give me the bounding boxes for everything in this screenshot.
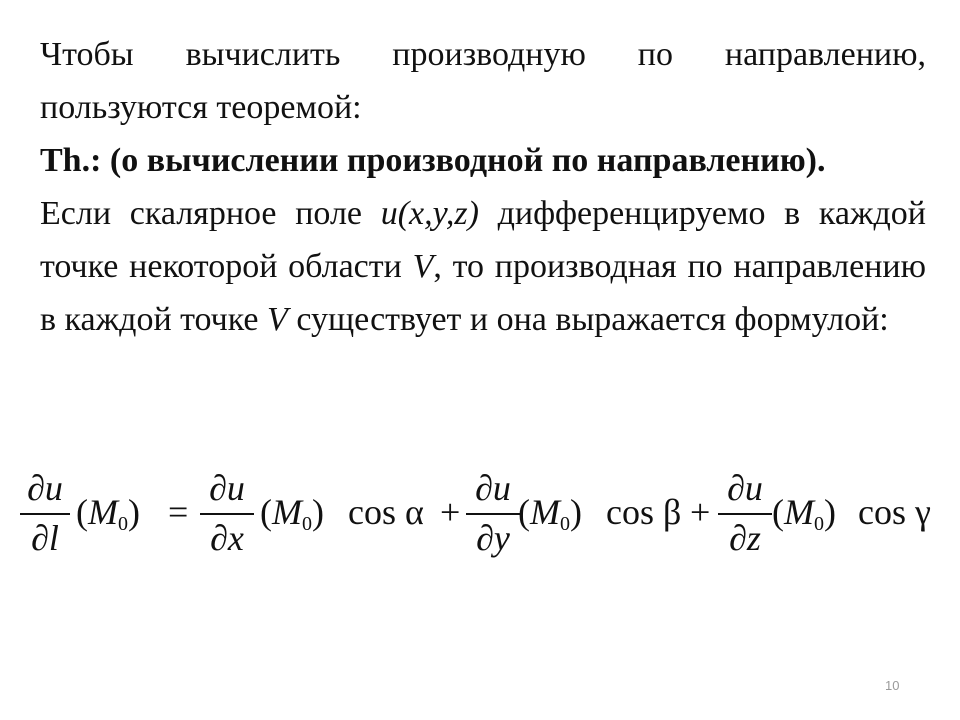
point-subscript: 0: [814, 513, 824, 535]
region-symbol-2: V: [267, 301, 288, 338]
statement-part-1: Если скалярное поле: [40, 195, 381, 232]
dz-fraction: [718, 467, 772, 561]
dx-denominator: ∂x: [210, 518, 244, 558]
dx-numerator: ∂u: [209, 468, 245, 508]
dx-fraction: [200, 467, 254, 561]
page-number: 10: [885, 678, 900, 693]
intro-text: Чтобы вычислить производную по направлению, пользуются теоремой:: [40, 36, 926, 126]
fraction-bar: [20, 513, 70, 515]
point-symbol: M: [88, 492, 118, 532]
point-symbol: M: [272, 492, 302, 532]
field-symbol: u: [380, 195, 398, 232]
dy-argument: $(M_0)$: [518, 492, 582, 535]
point-subscript: 0: [118, 513, 128, 535]
point-subscript: 0: [302, 513, 312, 535]
directional-derivative-formula: [20, 455, 940, 585]
region-symbol: V: [412, 248, 434, 285]
cos-alpha: cos α: [348, 492, 424, 532]
fraction-bar: [466, 513, 520, 515]
theorem-heading: [40, 134, 926, 187]
point-symbol: M: [530, 492, 560, 532]
theorem-statement: [40, 187, 926, 346]
lhs-fraction: [20, 467, 70, 561]
point-symbol: M: [784, 492, 814, 532]
dy-numerator: ∂u: [475, 468, 511, 508]
dx-argument: $(M_0)$: [260, 492, 324, 535]
plus-sign-2: +: [690, 492, 711, 532]
cos-beta: cos β: [606, 492, 682, 532]
dz-argument: $(M_0)$: [772, 492, 836, 535]
slide-text: [40, 28, 926, 346]
field-arguments: (x,y,z): [397, 195, 479, 232]
lhs-numerator: ∂u: [27, 468, 63, 508]
dz-numerator: ∂u: [727, 468, 763, 508]
point-subscript: 0: [560, 513, 570, 535]
lhs-argument: $(M_0)$: [76, 492, 140, 535]
fraction-bar: [718, 513, 772, 515]
statement-part-4: существует и она выражается формулой:: [287, 301, 889, 338]
cos-gamma: cos γ: [858, 492, 931, 532]
dy-fraction: [466, 467, 520, 561]
dy-denominator: ∂y: [476, 518, 510, 558]
fraction-bar: [200, 513, 254, 515]
statement-part-2: дифференцируемо в каждой точке некоторой области: [40, 195, 926, 285]
intro-paragraph: [40, 28, 926, 134]
plus-sign-1: +: [440, 492, 461, 532]
equals-sign: =: [168, 492, 189, 532]
statement-part-3: , то производная по направлению в каждой точке: [40, 248, 926, 338]
lhs-denominator: ∂l: [31, 518, 59, 558]
dz-denominator: ∂z: [729, 518, 761, 558]
theorem-title: Th.: (о вычислении производной по направлению).: [40, 142, 826, 179]
